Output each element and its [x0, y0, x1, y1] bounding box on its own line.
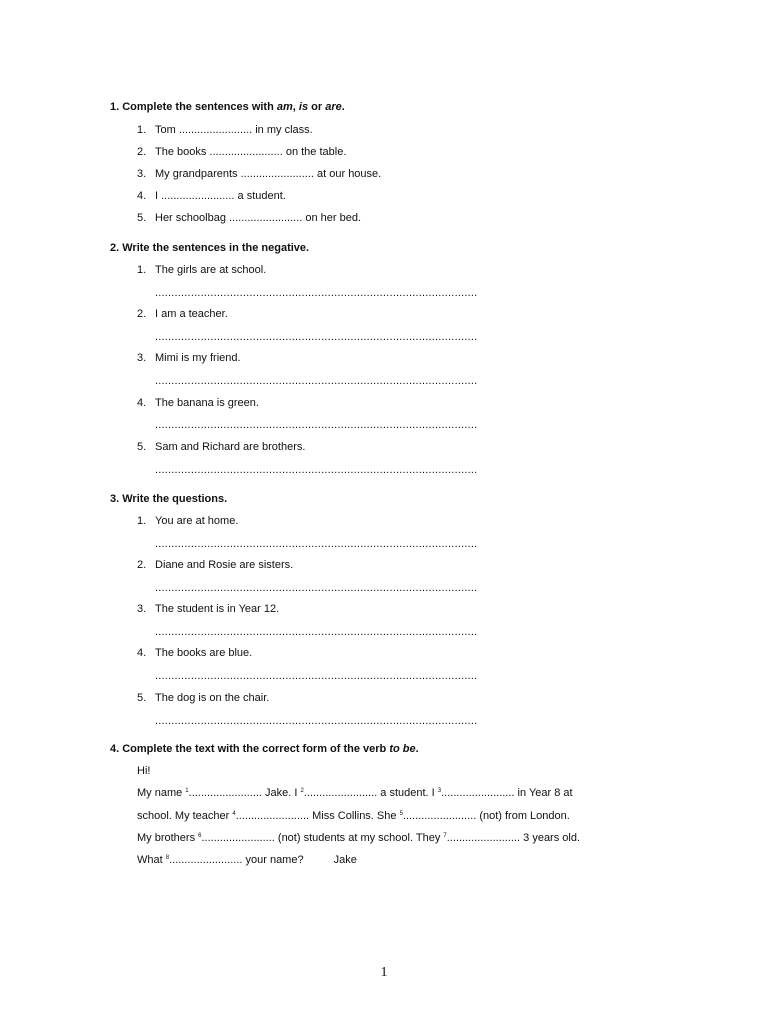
s2-item-1: 1. The girls are at school. — [137, 264, 267, 276]
blank-5[interactable]: ........................ — [402, 810, 477, 822]
text-line-4: What $^8$........................ your name? Jake — [137, 854, 357, 866]
s1-item-2: 2. The books ........................ on the table. — [137, 146, 347, 158]
answer-line[interactable]: ................................................................................................... — [155, 626, 478, 638]
blank-6[interactable]: ........................ — [201, 832, 275, 844]
text-line-2: school. My teacher $^4$........................ Miss Collins. She $^5$........................ (not) from London. — [137, 810, 570, 822]
blank-8[interactable]: ........................ — [169, 854, 243, 866]
s2-item-5: 5. Sam and Richard are brothers. — [137, 441, 306, 453]
s3-item-4: 4. The books are blue. — [137, 647, 253, 659]
s2-item-3: 3. Mimi is my friend. — [137, 352, 241, 364]
s1-item-4: 4. I ........................ a student. — [137, 190, 286, 202]
answer-line[interactable]: ................................................................................................... — [155, 375, 478, 387]
s3-item-1: 1. You are at home. — [137, 515, 239, 527]
blank-7[interactable]: ........................ — [446, 832, 521, 844]
greeting: Hi! — [137, 765, 151, 777]
s1-item-3: 3. My grandparents ........................ at our house. — [137, 168, 382, 180]
s1-item-5: 5. Her schoolbag ........................ on her bed. — [137, 212, 362, 224]
section-3-heading: 3. Write the questions. — [110, 493, 228, 505]
section-2-heading: 2. Write the sentences in the negative. — [110, 242, 310, 254]
s3-item-5: 5. The dog is on the chair. — [137, 692, 270, 704]
answer-line[interactable]: ................................................................................................... — [155, 670, 478, 682]
answer-line[interactable]: ................................................................................................... — [155, 331, 478, 343]
answer-line[interactable]: ................................................................................................... — [155, 419, 478, 431]
s3-item-3: 3. The student is in Year 12. — [137, 603, 280, 615]
blank-2[interactable]: ........................ — [303, 787, 378, 799]
s2-item-2: 2. I am a teacher. — [137, 308, 228, 320]
answer-line[interactable]: ................................................................................................... — [155, 464, 478, 476]
answer-line[interactable]: ................................................................................................... — [155, 287, 478, 299]
s1-item-1: 1. Tom ........................ in my class. — [137, 124, 313, 136]
text-line-1: My name $^1$........................ Jake. I $^2$........................ a student. I $^3$........................ in Year 8 at — [137, 787, 573, 799]
text-line-3: My brothers $^6$........................ (not) students at my school. They $^7$........................ 3 years old. — [137, 832, 581, 844]
answer-line[interactable]: ................................................................................................... — [155, 715, 478, 727]
blank-3[interactable]: ........................ — [441, 787, 515, 799]
page-number: 1 — [380, 965, 388, 980]
answer-line[interactable]: ................................................................................................... — [155, 582, 478, 594]
section-4-heading: 4. Complete the text with the correct form of the verb to be. — [110, 743, 419, 755]
s2-item-4: 4. The banana is green. — [137, 397, 259, 409]
blank-1[interactable]: ........................ — [188, 787, 262, 799]
s3-item-2: 2. Diane and Rosie are sisters. — [137, 559, 294, 571]
signature: Jake — [333, 854, 357, 866]
section-1-heading: 1. Complete the sentences with am, is or are. — [110, 101, 345, 113]
blank-4[interactable]: ........................ — [235, 810, 310, 822]
answer-line[interactable]: ................................................................................................... — [155, 538, 478, 550]
